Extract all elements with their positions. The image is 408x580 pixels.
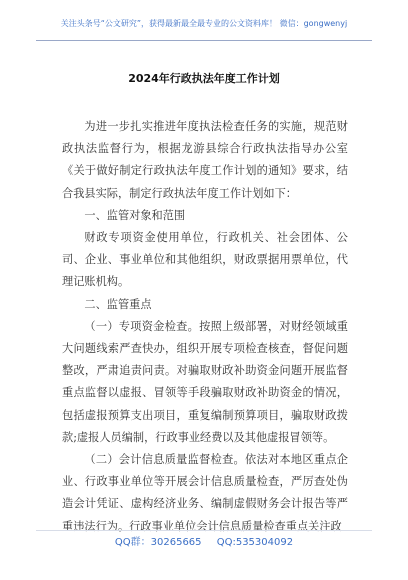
section-heading-1: 一、监管对象和范围 xyxy=(84,208,186,222)
accounting-quality-paragraph: （二）会计信息质量监督检查。依法对本地区重点企业、行政事业单位等开展会计信息质量检查，严厉查处伪造会计凭证、虚构经济业务、编制虚假财务会计报告等严重违法行为。行政事业单位会计信息质量检查重点关注政 xyxy=(62,453,348,533)
footer-contact xyxy=(0,533,408,548)
header-divider xyxy=(36,40,372,41)
section-heading-2: 二、监管重点 xyxy=(84,297,152,311)
intro-paragraph: 为进一步扎实推进年度执法检查任务的实施，规范财政执法监督行为，根据龙游县综合行政执法指导办公室《关于做好制定行政执法年度工作计划的通知》要求，结合我县实际，制定行政执法年度工作计划如下： xyxy=(62,120,348,200)
special-funds-paragraph: （一）专项资金检查。按照上级部署，对财经领域重大问题线索严查快办，组织开展专项检查核查，督促问题整改，严肃追责问责。对骗取财政补助资金问题开展监督重点监督以虚报、冒领等手段骗取财政补助资金的情况，包括虚报预算支出项目，重复编制预算项目，骗取财政拨款;虚报人员编制，行政事业经费以及其他虚报冒领等。 xyxy=(62,319,348,444)
header-banner: 关注头条号“公文研究”，获得最新最全最专业的公文资料库！ 微信：gongwenyj xyxy=(60,19,348,28)
qq-group-text: QQ群：30265665 xyxy=(114,537,202,548)
document-body xyxy=(62,116,348,538)
document-title: 2024年行政执法年度工作计划 xyxy=(128,72,280,85)
footer-divider xyxy=(36,530,372,531)
scope-paragraph: 财政专项资金使用单位，行政机关、社会团体、公司、企业、事业单位和其他组织，财政票据用票单位，代理记账机构。 xyxy=(62,231,348,289)
qq-number-text: QQ:535304092 xyxy=(216,537,294,548)
